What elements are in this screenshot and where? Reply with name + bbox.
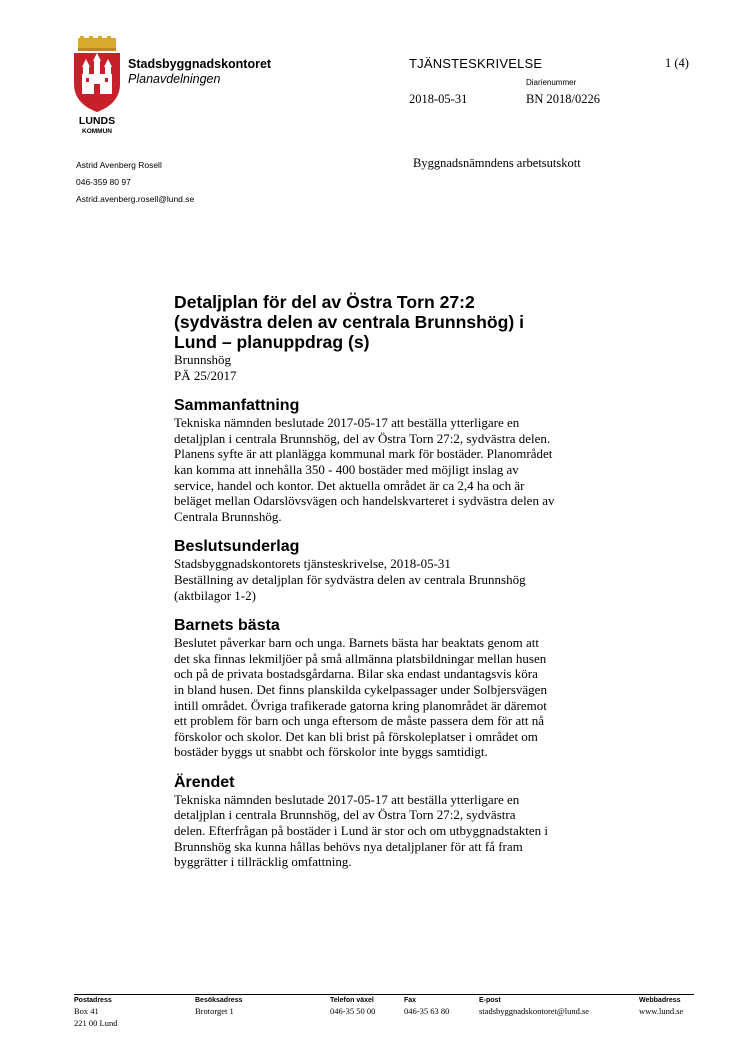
footer-web-label: Webbadress [639, 997, 681, 1004]
text-line: Centrala Brunnshög. [174, 508, 282, 524]
title-line: Detaljplan för del av Östra Torn 27:2 [174, 292, 475, 312]
section-text [174, 556, 634, 603]
title-line: (sydvästra delen av centrala Brunnshög) i [174, 312, 525, 332]
subtitle-line: Brunnshög [174, 352, 232, 367]
text-line: Stadsbyggnadskontorets tjänsteskrivelse, 2018-05-31 [174, 556, 451, 572]
contact-phone: 046-359 80 97 [76, 177, 131, 187]
text-line: Beställning av detaljplan för sydvästra delen av centrala Brunnshög [174, 571, 526, 587]
text-line: bostäder byggs ut snabbt och förskolor inte byggs samtidigt. [174, 744, 488, 760]
text-line: ett problem för barn och unga eftersom de måste passera dem för att nå [174, 713, 544, 729]
text-line: Planens syfte är att planlägga kommunal mark för bostäder. Planområdet [174, 446, 553, 462]
text-line: service, handel och kontor. Det aktuella området är ca 2,4 ha och är [174, 477, 525, 493]
footer-email-label: E-post [479, 997, 501, 1004]
footer-fax-label: Fax [404, 997, 417, 1004]
footer-fax: 046-35 63 80 [404, 1006, 450, 1016]
footer-postal-label: Postadress [74, 997, 112, 1004]
contact-name: Astrid Avenberg Rosell [76, 160, 162, 170]
section-heading: Barnets bästa [174, 617, 280, 635]
footer-divider [74, 994, 694, 995]
svg-text:LUNDS: LUNDS [78, 115, 116, 127]
text-line: beläget mellan Odarslövsvägen och handelskvarteret i sydvästra delen av [174, 493, 555, 509]
footer-web-link[interactable]: www.lund.se [639, 1006, 684, 1016]
diarie-number: BN 2018/0226 [526, 92, 600, 106]
division-name: Planavdelningen [128, 72, 221, 86]
footer-email-link[interactable]: stadsbyggnadskontoret@lund.se [479, 1006, 590, 1016]
section-text [174, 415, 634, 524]
text-line: Brunnshög ska kunna hållas behövs nya detaljplaner för att få fram [174, 838, 523, 854]
footer-visit-label: Besöksadress [195, 997, 243, 1004]
svg-text:KOMMUN: KOMMUN [82, 128, 112, 135]
document-body [174, 292, 634, 870]
text-line: detaljplan i centrala Brunnshög, del av Östra Torn 27:2, sydvästra delen. [174, 430, 551, 446]
text-line: delen. Efterfrågan på bostäder i Lund är stor och om utbyggnadstakten i [174, 823, 548, 839]
document-title [174, 292, 634, 352]
section-text [174, 792, 634, 870]
text-line: Tekniska nämnden beslutade 2017-05-17 att beställa ytterligare en [174, 791, 520, 807]
text-line: Tekniska nämnden beslutade 2017-05-17 att beställa ytterligare en [174, 415, 520, 431]
recipient: Byggnadsnämndens arbetsutskott [413, 156, 581, 170]
text-line: Beslutet påverkar barn och unga. Barnets bästa har beaktats genom att [174, 635, 539, 651]
title-line: Lund – planuppdrag (s) [174, 332, 370, 352]
lunds-kommun-logo [72, 36, 122, 140]
text-line: byggrätter i tillräcklig omfattning. [174, 854, 352, 870]
document-date: 2018-05-31 [409, 92, 468, 106]
document-type: TJÄNSTESKRIVELSE [409, 56, 543, 71]
section-heading: Beslutsunderlag [174, 538, 300, 556]
subtitle-line: PÄ 25/2017 [174, 367, 237, 383]
text-line: (aktbilagor 1-2) [174, 587, 256, 603]
footer-postal-line1: Box 41 [74, 1006, 99, 1016]
text-line: detaljplan i centrala Brunnshög, del av Östra Torn 27:2, sydvästra [174, 807, 516, 823]
text-line: och på de privata bostadsgårdarna. Bilar ska endast undantagsvis köra [174, 666, 538, 682]
contact-email: Astrid.avenberg.rosell@lund.se [76, 194, 195, 204]
footer-phone-label: Telefon växel [330, 997, 374, 1004]
text-line: förskolor och skolor. Det kan bli brist på förskoleplatser i området om [174, 728, 538, 744]
section-heading: Ärendet [174, 773, 235, 791]
department-name: Stadsbyggnadskontoret [128, 57, 272, 71]
text-line: in bland husen. Det finns planskilda cykelpassager under Solbjersvägen [174, 681, 547, 697]
text-line: det ska finnas lekmiljöer på små allmänna platsbildningar mellan husen [174, 650, 547, 666]
section-heading: Sammanfattning [174, 397, 300, 415]
page-number: 1 (4) [665, 56, 689, 70]
footer-postal-line2: 221 00 Lund [74, 1018, 118, 1028]
text-line: intill området. Övriga trafikerade gatorna kring planområdet är däremot [174, 697, 547, 713]
diarie-label: Diarienummer [526, 78, 577, 87]
coat-of-arms-icon [72, 36, 122, 140]
footer-phone: 046-35 50 00 [330, 1006, 376, 1016]
section-text [174, 635, 634, 760]
text-line: kan komma att innehålla 350 - 400 bostäder med möjligt inslag av [174, 461, 519, 477]
footer-visit-address: Brotorget 1 [195, 1006, 234, 1016]
